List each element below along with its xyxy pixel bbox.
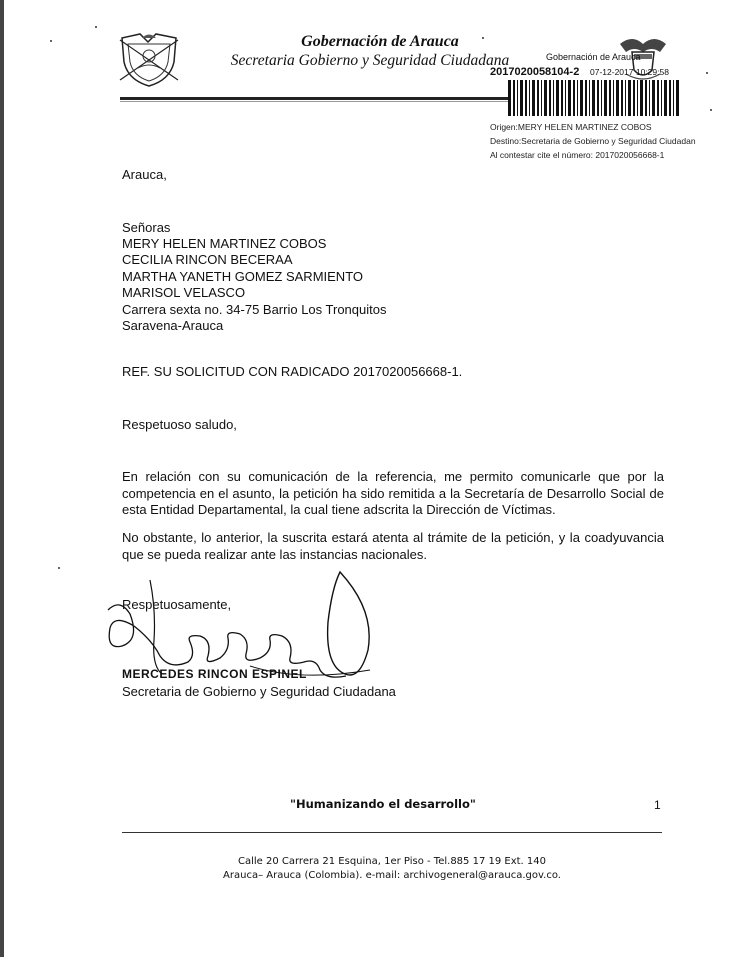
barcode-bar	[549, 80, 551, 116]
stamp-filing-number: 2017020058104-2	[490, 66, 580, 78]
signer-name: MERCEDES RINCON ESPINEL	[122, 667, 307, 681]
barcode-bar	[649, 80, 650, 116]
barcode-bar	[652, 80, 655, 116]
barcode-bar	[601, 80, 602, 116]
recipient-address: Carrera sexta no. 34-75 Barrio Los Tronquitos	[122, 302, 387, 317]
barcode-bar	[628, 80, 631, 116]
barcode-bar	[556, 80, 559, 116]
recipient-line: CECILIA RINCON BECERAA	[122, 252, 293, 267]
barcode-bar	[573, 80, 575, 116]
reference-line: REF. SU SOLICITUD CON RADICADO 2017020056668-1.	[122, 364, 463, 379]
barcode-bar	[541, 80, 542, 116]
stamp-datetime: 07-12-2017 10:29:58	[590, 67, 669, 77]
barcode-bar	[676, 80, 679, 116]
header-title: Gobernación de Arauca	[301, 33, 459, 50]
stamp-organization: Gobernación de Arauca	[546, 52, 641, 62]
recipient-line: MARISOL VELASCO	[122, 285, 246, 300]
footer-divider	[122, 832, 662, 833]
barcode-bar	[580, 80, 583, 116]
header-divider-thin	[120, 101, 510, 102]
barcode-bar	[592, 80, 595, 116]
barcode-bar	[657, 80, 659, 116]
barcode-bar	[585, 80, 587, 116]
header-subtitle: Secretaria Gobierno y Seguridad Ciudadana	[230, 52, 510, 69]
stamp-destination: Destino:Secretaria de Gobierno y Seguridad Ciudadan	[490, 136, 696, 146]
barcode-bar	[613, 80, 614, 116]
barcode-bar	[621, 80, 623, 116]
recipient-line: MARTHA YANETH GOMEZ SARMIENTO	[122, 269, 364, 284]
footer-address: Calle 20 Carrera 21 Esquina, 1er Piso - Tel.885 17 19 Ext. 140	[237, 856, 546, 867]
barcode-bar	[537, 80, 539, 116]
letter-city: Arauca,	[122, 167, 167, 182]
scan-speck	[50, 40, 52, 42]
scan-edge	[0, 0, 4, 957]
barcode-bar	[625, 80, 626, 116]
barcode-bar	[565, 80, 566, 116]
barcode-bar	[640, 80, 643, 116]
barcode-bar	[568, 80, 571, 116]
barcode-bar	[525, 80, 527, 116]
barcode-bar	[664, 80, 667, 116]
barcode-bar	[633, 80, 635, 116]
barcode-bar	[637, 80, 638, 116]
barcode-bar	[520, 80, 523, 116]
barcode-bar	[532, 80, 535, 116]
barcode-bar	[616, 80, 619, 116]
barcode-bar	[529, 80, 530, 116]
scan-speck	[706, 72, 708, 74]
page-number: 1	[654, 798, 661, 812]
signer-role: Secretaria de Gobierno y Seguridad Ciudadana	[122, 684, 396, 699]
barcode-bar	[589, 80, 590, 116]
body-paragraph: No obstante, lo anterior, la suscrita estará atenta al trámite de la petición, y la coadyuvancia que se pueda realizar ante las instancias nacionales.	[122, 530, 664, 562]
barcode-bar	[508, 80, 511, 116]
header-divider	[120, 97, 510, 100]
barcode-bar	[669, 80, 671, 116]
barcode-bar	[517, 80, 518, 116]
stamp-origin: Origen:MERY HELEN MARTINEZ COBOS	[490, 122, 652, 132]
recipient-line: MERY HELEN MARTINEZ COBOS	[122, 236, 327, 251]
recipient-city: Saravena-Arauca	[122, 318, 224, 333]
barcode-bar	[513, 80, 515, 116]
scan-speck	[95, 26, 97, 28]
barcode-icon	[508, 80, 680, 116]
barcode-bar	[577, 80, 578, 116]
barcode-bar	[604, 80, 607, 116]
barcode-bar	[673, 80, 674, 116]
scan-speck	[58, 567, 60, 569]
barcode-bar	[661, 80, 662, 116]
barcode-bar	[561, 80, 563, 116]
salutation-title: Señoras	[122, 220, 171, 235]
closing: Respetuosamente,	[122, 597, 232, 612]
body-paragraph: En relación con su comunicación de la referencia, me permito comunicarle que por la competencia en el asunto, la petición ha sido remitida a la Secretaría de Desarrollo Social de esta Entidad Departamental, la cual tiene adscrita la Dirección de Víctimas.	[122, 469, 664, 517]
barcode-bar	[645, 80, 647, 116]
footer-motto: "Humanizando el desarrollo"	[290, 797, 476, 811]
footer-contact: Arauca– Arauca (Colombia). e-mail: archivogeneral@arauca.gov.co.	[223, 870, 561, 881]
barcode-bar	[553, 80, 554, 116]
greeting: Respetuoso saludo,	[122, 417, 237, 432]
stamp-reply-reference: Al contestar cite el número: 2017020056668-1	[490, 150, 665, 160]
barcode-bar	[544, 80, 547, 116]
scan-speck	[710, 109, 712, 111]
coat-of-arms-icon	[118, 32, 180, 88]
barcode-bar	[597, 80, 599, 116]
barcode-bar	[609, 80, 611, 116]
